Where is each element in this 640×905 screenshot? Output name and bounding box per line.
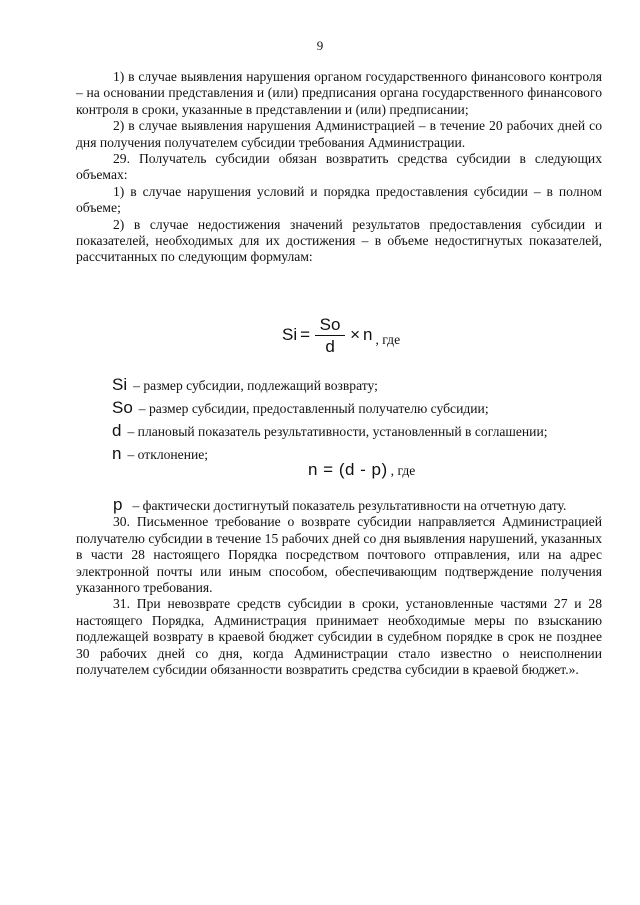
formula-deviation-expression: n = (d - p) [308,460,388,479]
definitions-list [112,375,602,467]
definition-so [112,398,602,417]
paragraph-30: 30. Письменное требование о возврате субсидии направляется Администрацией получателю субсидии в течение 15 рабочих дней со дня выявления нарушений, указанных в части 28 настоящего Порядка посредством почтового отправления, или на адрес электронной почты или иным способом, обеспечивающим подтверждение получения указанного требования. [76,514,602,596]
definition-symbol: So [112,398,133,417]
formula-suffix: , где [375,332,401,347]
definition-si [112,375,602,394]
fraction-bar [315,335,345,336]
formula-denominator: d [325,336,335,356]
formula-fraction [315,315,345,356]
definition-text: – отклонение; [127,447,209,462]
paragraph-29-1: 1) в случае нарушения условий и порядка предоставления субсидии – в полном объеме; [76,183,602,216]
formula-times: × [350,325,360,344]
formula-lhs: Si [282,325,298,344]
definition-text: – плановый показатель результативности, установленный в соглашении; [127,424,548,439]
formula-equals: = [300,325,311,344]
definition-symbol: d [112,421,122,440]
paragraph-31: 31. При невозврате средств субсидии в сроки, установленные частями 27 и 28 настоящего Порядка, Администрация принимает необходимые меры по взысканию подлежащей возврату в краевой бюджет субсидии в судебном порядке в срок не позднее 30 рабочих дней со дня, когда Администрации стало известно о неисполнении получателем субсидии обязанности возвратить средства субсидии в краевой бюджет.». [76,596,602,678]
definition-text: – размер субсидии, предоставленный получателю субсидии; [138,401,489,416]
definition-d [112,421,602,440]
definition-p-text: – фактически достигнутый показатель результативности на отчетную дату. [132,498,567,513]
paragraph-1: 1) в случае выявления нарушения органом государственного финансового контроля – на основании представления и (или) предписания органа государственного финансового контроля в сроки, указанные в представлении и (или) предписании; [76,69,602,117]
top-text-block [76,69,602,266]
formula-main [282,312,400,358]
formula-numerator: So [319,314,341,334]
definition-p [76,497,602,514]
formula-deviation [308,460,415,480]
definition-n [112,444,602,463]
formula-deviation-suffix: , где [390,463,416,478]
definition-symbol-p: p [113,495,123,514]
paragraph-2: 2) в случае выявления нарушения Администрацией – в течение 20 рабочих дней со дня получения получателем субсидии требования Администрации. [76,118,602,150]
bottom-text-block [76,497,602,678]
page-number: 9 [316,38,324,53]
formula-factor: n [363,325,373,344]
paragraph-29: 29. Получатель субсидии обязан возвратить средства субсидии в следующих объемах: [76,151,602,183]
definition-text: – размер субсидии, подлежащий возврату; [133,378,378,393]
paragraph-29-2: 2) в случае недостижения значений результатов предоставления субсидии и показателей, необходимых для их достижения – в объеме недостигнутых показателей, рассчитанных по следующим формулам: [76,216,602,265]
definition-symbol: Si [112,375,128,394]
definition-symbol: n [112,444,122,463]
